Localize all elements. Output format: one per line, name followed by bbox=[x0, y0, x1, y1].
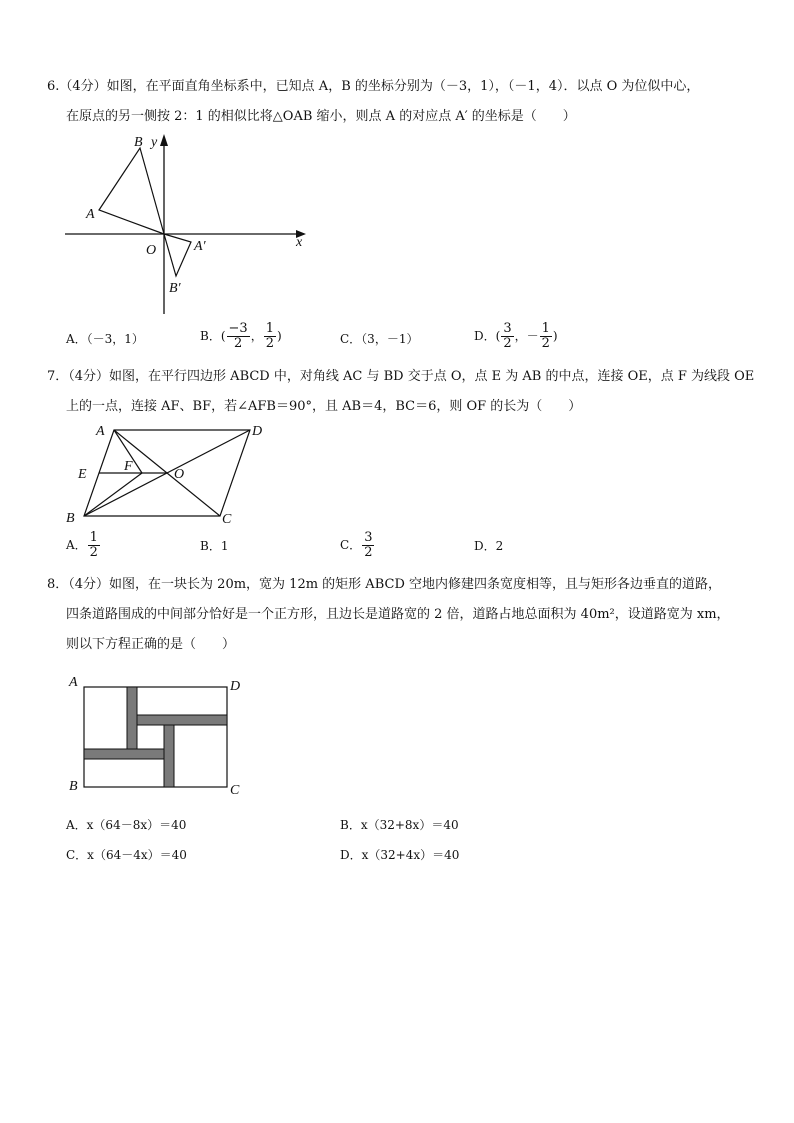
y-axis-arrow bbox=[160, 134, 168, 146]
q8-stem-line3: 则以下方程正确的是（ ） bbox=[66, 637, 236, 652]
q6-stem-line1: 6.（4分）如图，在平面直角坐标系中，已知点 A，B 的坐标分别为（－3，1），（－1，4）．以点 O 为位似中心， bbox=[47, 79, 700, 94]
label-A: A bbox=[69, 675, 78, 690]
triangle-oab bbox=[99, 148, 164, 234]
label-B: B bbox=[66, 511, 75, 526]
q6-option-d: D．( $\frac{3}{2}$ ，－ $\frac{1}{2}$ ) bbox=[474, 321, 558, 351]
label-O: O bbox=[174, 467, 185, 482]
road-vertical-bottom bbox=[164, 725, 174, 787]
label-D: D bbox=[252, 424, 263, 439]
q7-option-b: B．1 bbox=[200, 539, 229, 553]
label-A: A bbox=[96, 424, 105, 439]
label-E: E bbox=[78, 467, 87, 482]
q7-option-c: C． $\frac{3}{2}$ bbox=[340, 530, 373, 560]
triangle-oa-prime-b-prime bbox=[164, 234, 191, 276]
q6-coordinate-figure bbox=[60, 130, 320, 320]
label-D: D bbox=[230, 679, 241, 694]
label-y: y bbox=[151, 135, 158, 150]
q8-option-a: A．x（64－8x）＝40 bbox=[66, 818, 187, 832]
label-O: O bbox=[146, 243, 157, 258]
q8-option-b: B．x（32+8x）＝40 bbox=[340, 818, 459, 832]
q8-option-d: D．x（32+4x）＝40 bbox=[340, 848, 460, 862]
q6-option-a: A．（－3，1） bbox=[66, 332, 144, 346]
q7-stem-line2: 上的一点，连接 AF、BF，若∠AFB＝90°，且 AB＝4，BC＝6，则 OF 的长为（ ） bbox=[66, 399, 582, 414]
q8-rectangle-roads-figure bbox=[64, 672, 254, 797]
rectangle-abcd bbox=[84, 687, 227, 787]
q7-stem-line1: 7．（4分）如图，在平行四边形 ABCD 中，对角线 AC 与 BD 交于点 O，点 E 为 AB 的中点，连接 OE，点 F 为线段 OE bbox=[47, 369, 755, 384]
q6-option-b: B．( $\frac{-3}{2}$ ， $\frac{1}{2}$ ) bbox=[200, 321, 282, 351]
q6-option-c: C．（3，－1） bbox=[340, 332, 419, 346]
segment-bf bbox=[84, 473, 142, 516]
label-B-prime: B′ bbox=[169, 281, 181, 296]
q8-stem-line2: 四条道路围成的中间部分恰好是一个正方形，且边长是道路宽的 2 倍，道路占地总面积为 40m²，设道路宽为 xm， bbox=[66, 607, 730, 622]
q6-stem-line2: 在原点的另一侧按 2：1 的相似比将△OAB 缩小，则点 A 的对应点 A′ 的坐标是（ ） bbox=[66, 109, 576, 124]
label-B: B bbox=[69, 779, 78, 794]
q7-option-d: D．2 bbox=[474, 539, 504, 553]
q7-parallelogram-figure bbox=[60, 420, 280, 530]
q8-option-c: C．x（64－4x）＝40 bbox=[66, 848, 187, 862]
label-A: A bbox=[86, 207, 95, 222]
label-C: C bbox=[222, 512, 232, 527]
label-B: B bbox=[134, 135, 143, 150]
road-horizontal-left bbox=[84, 749, 164, 759]
label-C: C bbox=[230, 783, 240, 798]
q7-option-a: A． $\frac{1}{2}$ bbox=[66, 530, 98, 560]
road-horizontal-right bbox=[137, 715, 227, 725]
label-A-prime: A′ bbox=[194, 239, 206, 254]
q8-stem-line1: 8．（4分）如图，在一块长为 20m，宽为 12m 的矩形 ABCD 空地内修建四条宽度相等，且与矩形各边垂直的道路， bbox=[47, 577, 721, 592]
label-F: F bbox=[124, 459, 133, 474]
label-x: x bbox=[296, 235, 303, 250]
road-vertical-top bbox=[127, 687, 137, 749]
